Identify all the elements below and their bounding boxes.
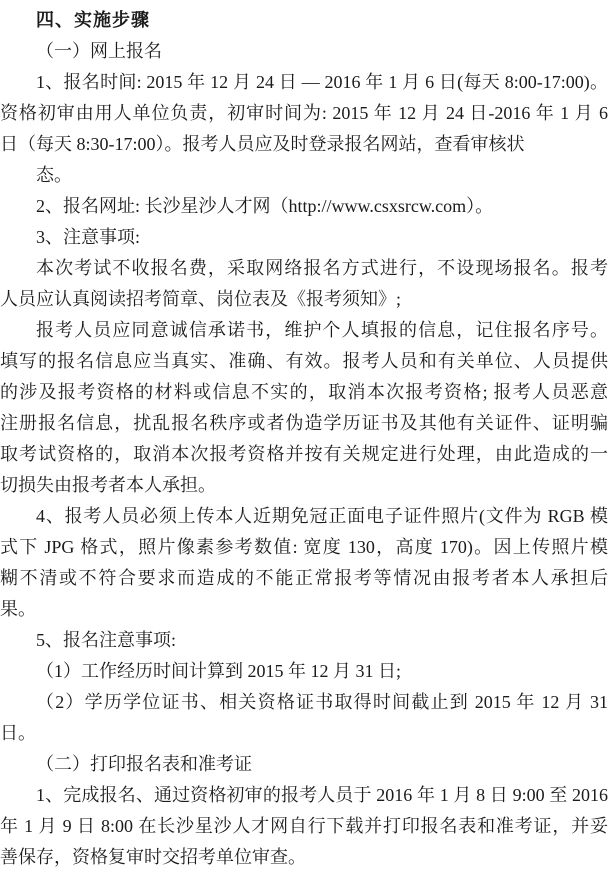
text-line: 式下 JPG 格式，照片像素参考数值: 宽度 130，高度 170)。因上传照片模: [0, 537, 608, 557]
text-line: 1、完成报名、通过资格初审的报考人员于 2016 年 1 月 8 日 9:00 至 2016: [36, 785, 608, 805]
text-line: 资格初审由用人单位负责，初审时间为: 2015 年 12 月 24 日-2016 年 1 月 6: [0, 103, 608, 123]
subsection-heading: （二）打印报名表和准考证: [36, 754, 252, 774]
text-line: 善保存，资格复审时交招考单位审查。: [0, 847, 306, 867]
text-line: 日。: [0, 723, 36, 743]
text-line: （2）学历学位证书、相关资格证书取得时间截止到 2015 年 12 月 31: [36, 692, 608, 712]
section-heading: 四、实施步骤: [36, 10, 150, 30]
text-line: 填写的报名信息应当真实、准确、有效。报考人员和有关单位、人员提供: [0, 351, 608, 371]
text-line: 态。: [36, 165, 72, 185]
text-line: 日（每天 8:30-17:00）。报考人员应及时登录报名网站，查看审核状: [0, 134, 525, 154]
text-line: 切损失由报考者本人承担。: [0, 475, 216, 495]
text-line: 2、报名网址: 长沙星沙人才网（http://www.csxsrcw.com）。: [36, 196, 494, 216]
text-line: 的涉及报考资格的材料或信息不实的，取消本次报考资格; 报考人员恶意: [0, 382, 608, 402]
text-line: 1、报名时间: 2015 年 12 月 24 日 — 2016 年 1 月 6 日(每天 8:00-17:00)。: [36, 72, 608, 92]
text-line: （1）工作经历时间计算到 2015 年 12 月 31 日;: [36, 661, 401, 681]
text-line: 人员应认真阅读招考简章、岗位表及《报考须知》;: [0, 289, 401, 309]
text-line: 注册报名信息，扰乱报名秩序或者伪造学历证书及其他有关证件、证明骗: [0, 413, 608, 433]
text-line: 年 1 月 9 日 8:00 在长沙星沙人才网自行下载并打印报名表和准考证，并妥: [0, 816, 608, 836]
subsection-heading: （一）网上报名: [36, 41, 162, 61]
text-line: 糊不清或不符合要求而造成的不能正常报考等情况由报考者本人承担后: [0, 568, 608, 588]
text-line: 5、报名注意事项:: [36, 630, 177, 650]
text-line: 报考人员应同意诚信承诺书，维护个人填报的信息，记住报名序号。: [36, 320, 608, 340]
text-line: 3、注意事项:: [36, 227, 141, 247]
text-line: 取考试资格的，取消本次报考资格并按有关规定进行处理，由此造成的一: [0, 444, 608, 464]
text-line: 果。: [0, 599, 36, 619]
text-line: 本次考试不收报名费，采取网络报名方式进行，不设现场报名。报考: [36, 258, 608, 278]
text-line: 4、报考人员必须上传本人近期免冠正面电子证件照片(文件为 RGB 模: [36, 506, 608, 526]
document-body: [0, 5, 608, 873]
